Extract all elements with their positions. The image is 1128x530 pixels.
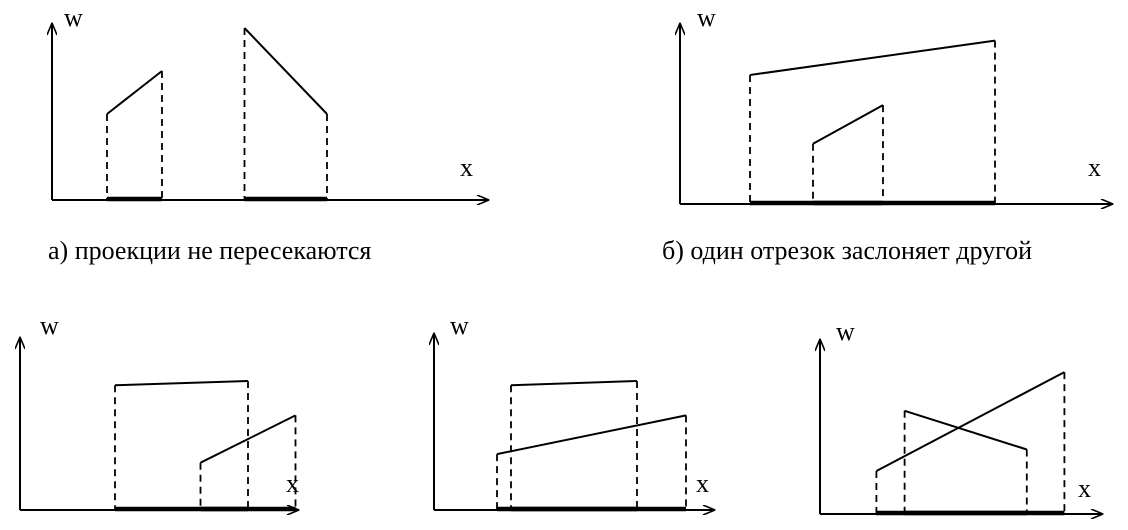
panel-b-caption: б) один отрезок заслоняет другой <box>662 236 1033 265</box>
x-axis-label: x <box>696 469 709 498</box>
x-axis-label: x <box>1088 153 1101 182</box>
segment-2 <box>497 415 686 454</box>
segments-group <box>750 41 995 204</box>
panel-b <box>662 3 1112 265</box>
segment-1 <box>750 41 995 75</box>
segments-group <box>107 28 327 200</box>
w-axis-label: w <box>64 3 83 32</box>
panel-c <box>20 311 299 510</box>
panel-d <box>434 311 714 510</box>
w-axis-label: w <box>450 311 469 340</box>
panel-e <box>820 317 1102 514</box>
panel-a-caption: а) проекции не пересекаются <box>48 236 372 265</box>
w-axis-label: w <box>697 3 716 32</box>
segments-group <box>115 381 296 510</box>
panel-a <box>48 3 488 265</box>
x-axis-label: x <box>460 153 473 182</box>
segments-group <box>497 381 686 510</box>
segments-group <box>876 372 1064 514</box>
segment-1 <box>511 381 637 385</box>
segment-2 <box>813 105 883 144</box>
segment-2 <box>245 28 328 114</box>
w-axis-label: w <box>836 317 855 346</box>
segment-1 <box>876 372 1064 471</box>
segment-1 <box>107 71 162 114</box>
w-axis-label: w <box>40 311 59 340</box>
segment-2 <box>905 411 1027 450</box>
segment-1 <box>115 381 248 385</box>
x-axis-label: x <box>286 469 299 498</box>
x-axis-label: x <box>1078 474 1091 503</box>
